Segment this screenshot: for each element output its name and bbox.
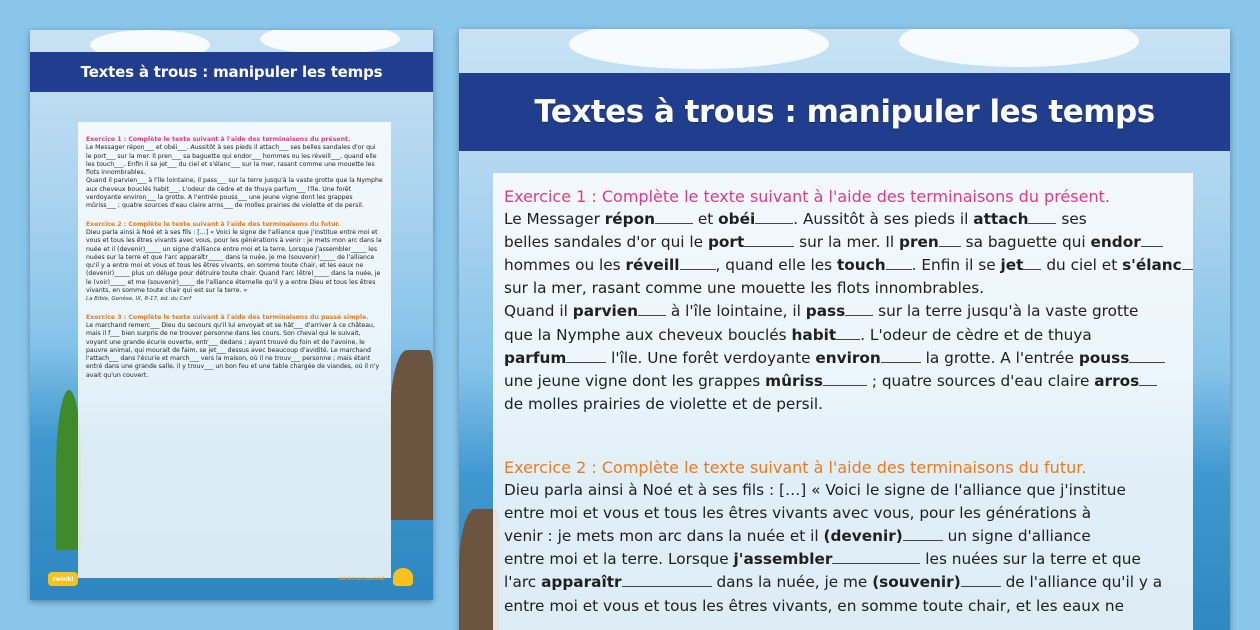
text-line bbox=[504, 393, 1183, 416]
text-segment: que la Nymphe aux cheveux bouclés bbox=[504, 325, 792, 344]
text-segment: de l'alliance qu'il y a bbox=[1000, 573, 1163, 592]
zoomed-page bbox=[459, 29, 1230, 630]
page-title: Textes à trous : manipuler les temps bbox=[534, 94, 1155, 130]
text-line bbox=[504, 571, 1183, 594]
answer-blank[interactable] bbox=[1141, 233, 1163, 247]
text-segment: et bbox=[693, 210, 719, 229]
text-segment: sur la mer. Il bbox=[794, 233, 899, 252]
thumbnail-page bbox=[30, 30, 433, 600]
worksheet bbox=[493, 173, 1193, 630]
text-segment: une jeune vigne dont les grappes bbox=[504, 371, 766, 390]
answer-blank[interactable] bbox=[886, 256, 912, 270]
title-banner bbox=[459, 73, 1230, 151]
exercise-1-heading: Exercice 1 : Complète le texte suivant à l'aide des terminaisons du présent. bbox=[504, 187, 1110, 206]
text-segment: venir : je mets mon arc dans la nuée et il bbox=[504, 527, 824, 546]
answer-blank[interactable] bbox=[1028, 210, 1056, 224]
answer-blank[interactable] bbox=[823, 372, 867, 386]
thumbnail-ex1-text: Le Messager répon___ et obéi___. Aussitôt à ses pieds il attach___ ses belles sandales d'or qui le port___ sur la mer. Il pren___ sa baguette qui endor___ hommes ou les réveill___, quand elle les touch___. Enfin il se jet___ du ciel et s'élanc___ sur la mer, rasant comme une mouette les flots innombrables. Quand il parvien___ à l'île lointaine, il pass___ sur la terre jusqu'à la vaste grotte que la Nymphe aux cheveux bouclés habit___. L'odeur de cèdre et de thuya parfum___ l'île. Une forêt verdoyante environ___ la grotte. A l'entrée pouss___ une jeune vigne dont les grappes mûriss___ ; quatre sources d'eau claire arros___ de molles prairies de violette et de persil. bbox=[86, 144, 383, 210]
answer-blank[interactable] bbox=[755, 210, 793, 224]
answer-blank[interactable] bbox=[655, 210, 693, 224]
verb-stem: parfum bbox=[504, 348, 567, 367]
answer-blank[interactable] bbox=[903, 527, 943, 541]
thumbnail-ex2-text: Dieu parla ainsi à Noé et à ses fils : […] « Voici le signe de l'alliance que j'institue entre moi et vous et tous les êtres vivants avec vous, pour les générations à venir : je mets mon arc dans la nuée et il (devenir)_____ un signe d'alliance entre moi et la terre. Lorsque j'assembler_____ les nuées sur la terre et que l'arc apparaîtr_____ dans la nuée, je me (souvenir)_____ de l'alliance qu'il y a entre moi et vous et tous les êtres vivants, en somme toute chair, et les eaux ne (devenir)_____ plus un déluge pour détruire toute chair. Quand l'arc (être)_____ dans la nuée, je le (voir)_____ et me (souvenir)_____ de l'alliance éternelle qu'il y a entre Dieu et tous les êtres vivants, en somme toute chair qui est sur la terre. » bbox=[86, 228, 382, 295]
text-segment: entre moi et vous et tous les êtres vivants, en somme toute chair, et les eaux ne bbox=[504, 596, 1124, 615]
text-segment: sa baguette qui bbox=[960, 233, 1091, 252]
answer-blank[interactable] bbox=[566, 349, 606, 363]
answer-blank[interactable] bbox=[832, 550, 920, 564]
exercise-2 bbox=[504, 456, 1183, 618]
text-line bbox=[504, 525, 1183, 548]
verb-stem: (souvenir) bbox=[872, 573, 961, 592]
text-segment: sur la terre jusqu'à la vaste grotte bbox=[873, 302, 1139, 321]
text-line bbox=[504, 277, 1183, 300]
text-segment: à l'île lointaine, il bbox=[666, 302, 806, 321]
answer-blank[interactable] bbox=[638, 302, 666, 316]
verb-stem: j'assembler bbox=[733, 550, 833, 569]
text-segment: les nuées sur la terre et que bbox=[920, 550, 1141, 569]
answer-blank[interactable] bbox=[836, 326, 860, 340]
text-segment: entre moi et vous et tous les êtres vivants avec vous, pour les générations à bbox=[504, 504, 1092, 523]
text-segment: hommes ou les bbox=[504, 256, 626, 275]
verb-stem: pouss bbox=[1078, 348, 1130, 367]
verb-stem: attach bbox=[973, 210, 1029, 229]
text-line bbox=[504, 370, 1183, 393]
text-segment: , quand elle les bbox=[715, 256, 837, 275]
thumbnail-ex3-text: Le marchand remerc___ Dieu du secours qu'il lui envoyait et se hât___ d'arriver à ce château, mais il f___ bien surpris de ne trouver personne dans les cours. Son cheval qui le suivait, voyant une grande écurie ouverte, entr___ dedans ; ayant trouvé du foin et de l'avoine, le pauvre animal, qui mourait de faim, se jet___ dessus avec beaucoup d'avidité. Le marchand l'attach___ dans l'écurie et march___ vers la maison, où il ne trouv___ personne ; mais étant entré dans une grande salle, il y trouv___ un bon feu et une table chargée de viandes, où il n'y avait qu'un couvert. bbox=[86, 321, 380, 379]
verb-stem: pass bbox=[805, 302, 846, 321]
cloud-decoration bbox=[569, 29, 829, 69]
text-segment: . Aussitôt à ses pieds il bbox=[793, 210, 974, 229]
text-segment: . Enfin il se bbox=[911, 256, 1001, 275]
text-line bbox=[504, 502, 1183, 525]
exercise-1 bbox=[504, 185, 1183, 416]
exercise-2-text bbox=[504, 479, 1183, 618]
text-segment: du ciel et bbox=[1041, 256, 1123, 275]
text-segment: sur la mer, rasant comme une mouette les flots innombrables. bbox=[504, 279, 985, 298]
thumbnail-ex1-heading: Exercice 1 : Complète le texte suivant à l'aide des terminaisons du présent. bbox=[86, 136, 351, 143]
text-segment: ; quatre sources d'eau claire bbox=[866, 371, 1095, 390]
mascot-icon bbox=[393, 568, 413, 586]
text-segment: belles sandales d'or qui le bbox=[504, 233, 708, 252]
twinkl-logo: twinkl bbox=[48, 572, 78, 586]
text-segment: Quand il bbox=[504, 302, 573, 321]
answer-blank[interactable] bbox=[622, 573, 712, 587]
text-line bbox=[504, 479, 1183, 502]
answer-blank[interactable] bbox=[939, 233, 961, 247]
text-segment: dans la nuée, je me bbox=[711, 573, 873, 592]
thumbnail-worksheet bbox=[78, 122, 391, 578]
verb-stem: port bbox=[707, 233, 745, 252]
answer-blank[interactable] bbox=[845, 302, 873, 316]
verb-stem: (devenir) bbox=[823, 527, 903, 546]
text-line bbox=[504, 324, 1183, 347]
text-line bbox=[504, 300, 1183, 323]
verb-stem: pren bbox=[899, 233, 939, 252]
thumbnail-ex2-citation: La Bible, Genèse, IX, 8-17, éd. du Cerf bbox=[86, 296, 192, 303]
cloud-decoration bbox=[260, 30, 400, 54]
exercise-2-heading: Exercice 2 : Complète le texte suivant à l'aide des terminaisons du futur. bbox=[504, 457, 1087, 477]
text-line bbox=[504, 548, 1183, 571]
rock-decoration bbox=[390, 350, 433, 520]
text-line bbox=[504, 347, 1183, 370]
answer-blank[interactable] bbox=[881, 349, 921, 363]
verb-stem: mûriss bbox=[765, 371, 823, 390]
verb-stem: réveill bbox=[625, 256, 680, 275]
text-segment: un signe d'alliance bbox=[942, 527, 1091, 546]
verb-stem: touch bbox=[836, 256, 886, 275]
answer-blank[interactable] bbox=[1023, 256, 1041, 270]
footer-url: twinkl.com.au/visit bbox=[338, 576, 385, 582]
text-segment: l'arc bbox=[504, 573, 542, 592]
text-segment: Le Messager bbox=[504, 210, 605, 229]
thumbnail-ex3-heading: Exercice 3 : Complète le texte suivant à l'aide des terminaisons du passé simple. bbox=[86, 313, 369, 321]
answer-blank[interactable] bbox=[961, 573, 1001, 587]
answer-blank[interactable] bbox=[1129, 349, 1165, 363]
answer-blank[interactable] bbox=[1139, 372, 1157, 386]
thumbnail-title: Textes à trous : manipuler les temps bbox=[80, 63, 383, 81]
verb-stem: obéi bbox=[718, 210, 756, 229]
verb-stem: arros bbox=[1094, 371, 1140, 390]
text-segment: de molles prairies de violette et de persil. bbox=[504, 394, 823, 413]
cloud-decoration bbox=[899, 29, 1139, 67]
answer-blank[interactable] bbox=[1182, 256, 1193, 270]
answer-blank[interactable] bbox=[680, 256, 716, 270]
verb-stem: apparaîtr bbox=[541, 573, 622, 592]
verb-stem: habit bbox=[791, 325, 837, 344]
thumbnail-title-banner bbox=[30, 52, 433, 92]
text-line bbox=[504, 595, 1183, 618]
text-segment: la grotte. A l'entrée bbox=[920, 348, 1079, 367]
text-segment: . L'odeur de cèdre et de thuya bbox=[860, 325, 1092, 344]
thumbnail-footer bbox=[30, 560, 433, 600]
text-segment: l'île. Une forêt verdoyante bbox=[606, 348, 816, 367]
exercise-1-text bbox=[504, 208, 1183, 416]
verb-stem: s'élanc bbox=[1122, 256, 1182, 275]
thumbnail-ex2-heading: Exercice 2 : Complète le texte suivant à l'aide des terminaisons du futur. bbox=[86, 220, 341, 228]
text-line bbox=[504, 254, 1183, 277]
verb-stem: parvien bbox=[572, 302, 639, 321]
verb-stem: environ bbox=[815, 348, 881, 367]
verb-stem: endor bbox=[1090, 233, 1141, 252]
text-segment: ses bbox=[1056, 210, 1087, 229]
text-line bbox=[504, 208, 1183, 231]
text-segment: Dieu parla ainsi à Noé et à ses fils : […] « Voici le signe de l'alliance que j'institue bbox=[504, 481, 1126, 500]
verb-stem: jet bbox=[1000, 256, 1024, 275]
text-segment: entre moi et la terre. Lorsque bbox=[504, 550, 734, 569]
text-line bbox=[504, 231, 1183, 254]
answer-blank[interactable] bbox=[744, 233, 794, 247]
verb-stem: répon bbox=[604, 210, 656, 229]
